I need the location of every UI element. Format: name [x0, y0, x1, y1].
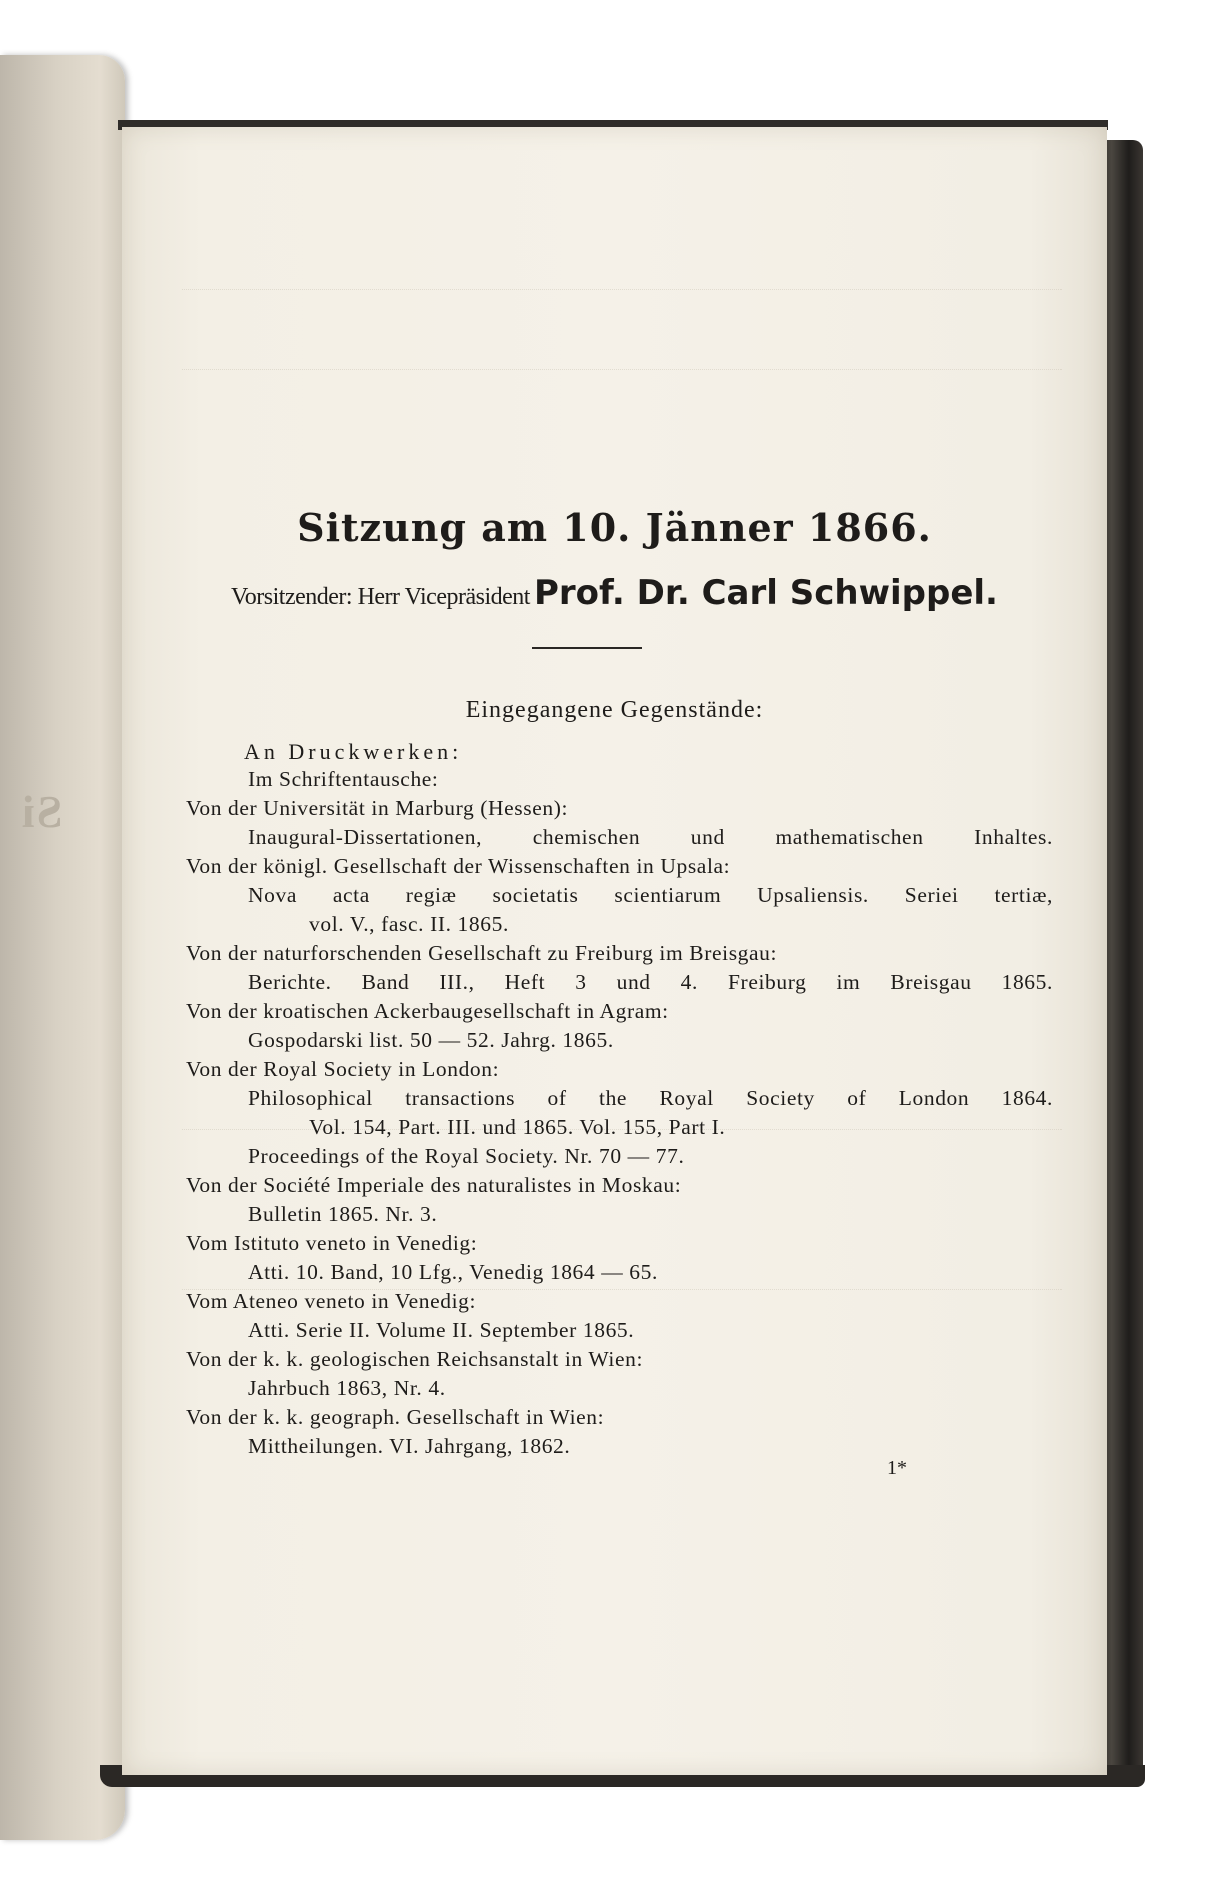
section-heading: Eingegangene Gegenstände: — [465, 697, 764, 723]
chairman-name: Prof. Dr. Carl Schwippel. — [533, 573, 998, 613]
entry-item: Im Schriftentausche: — [248, 767, 439, 791]
page-number: 1* — [887, 1457, 907, 1479]
entry-item: Vol. 154, Part. III. und 1865. Vol. 155, Part I. — [309, 1115, 726, 1139]
page-title: Sitzung am 10. Jänner 1866. — [297, 505, 932, 550]
entry-item: Berichte. Band III., Heft 3 und 4. Freiburg im Breisgau 1865. — [248, 970, 1053, 994]
entry-item: Nova acta regiæ societatis scientiarum Upsaliensis. Seriei tertiæ, — [248, 883, 1053, 907]
entry-source: Von der naturforschenden Gesellschaft zu Freiburg im Breisgau: — [186, 941, 778, 965]
entry-item: Jahrbuch 1863, Nr. 4. — [248, 1376, 446, 1400]
entry-item: Inaugural-Dissertationen, chemischen und mathematischen Inhaltes. — [248, 825, 1053, 849]
entry-source: Von der Universität in Marburg (Hessen): — [186, 796, 569, 820]
entry-item: Proceedings of the Royal Society. Nr. 70 — 77. — [248, 1144, 685, 1168]
entry-source: Von der kroatischen Ackerbaugesellschaft in Agram: — [186, 999, 669, 1023]
chairman-label: Vorsitzender: Herr Vicepräsident — [231, 584, 530, 610]
entry-item: Philosophical transactions of the Royal Society of London 1864. — [248, 1086, 1053, 1110]
left-page-edge — [0, 55, 125, 1840]
chairman-line — [122, 573, 1107, 613]
subheading: An Druckwerken: — [244, 739, 463, 764]
document-page — [122, 127, 1107, 1775]
entry-source: Vom Ateneo veneto in Venedig: — [186, 1289, 477, 1313]
bleed-through-decoration — [182, 347, 1062, 370]
entry-item: Bulletin 1865. Nr. 3. — [248, 1202, 438, 1226]
entry-item: vol. V., fasc. II. 1865. — [309, 912, 509, 936]
entry-source: Von der königl. Gesellschaft der Wissenschaften in Upsala: — [186, 854, 731, 878]
entry-source: Vom Istituto veneto in Venedig: — [186, 1231, 478, 1255]
entry-item: Atti. Serie II. Volume II. September 1865. — [248, 1318, 635, 1342]
entry-source: Von der Société Imperiale des naturalistes in Moskau: — [186, 1173, 682, 1197]
entry-item: Gospodarski list. 50 — 52. Jahrg. 1865. — [248, 1028, 614, 1052]
entry-source: Von der Royal Society in London: — [186, 1057, 500, 1081]
left-page-bleed-through: Si — [20, 786, 63, 837]
entry-source: Von der k. k. geograph. Gesellschaft in Wien: — [186, 1405, 605, 1429]
bleed-through-decoration — [182, 267, 1062, 290]
entry-source: Von der k. k. geologischen Reichsanstalt in Wien: — [186, 1347, 644, 1371]
entry-item: Atti. 10. Band, 10 Lfg., Venedig 1864 — 65. — [248, 1260, 658, 1284]
entry-item: Mittheilungen. VI. Jahrgang, 1862. — [248, 1434, 571, 1458]
divider-rule — [532, 647, 642, 649]
